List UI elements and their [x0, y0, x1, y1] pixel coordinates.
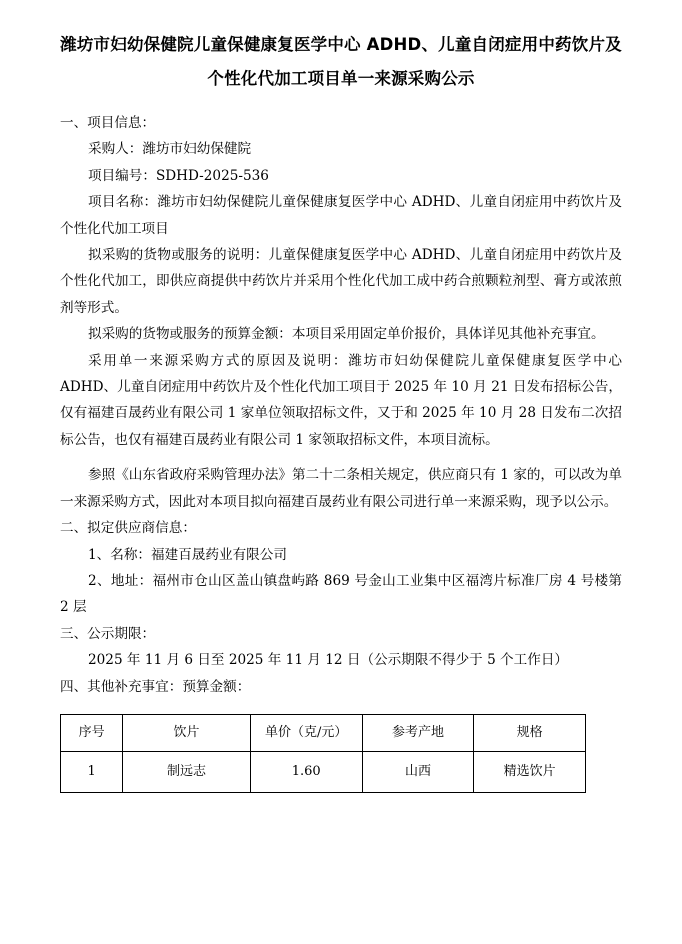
document-title [60, 0, 622, 96]
project-name: 项目名称：潍坊市妇幼保健院儿童保健康复医学中心 ADHD、儿童自闭症用中药饮片及个性化代加工项目 [60, 194, 622, 237]
table-cell: 山西 [362, 751, 474, 792]
purchaser: 采购人：潍坊市妇幼保健院 [88, 141, 252, 158]
table-cell: 1.60 [250, 751, 362, 792]
regulation-reference: 参照《山东省政府采购管理办法》第二十二条相关规定，供应商只有 1 家的，可以改为单一来源采购方式，因此对本项目拟向福建百晟药业有限公司进行单一来源采购，现予以公示。 [60, 467, 622, 510]
supplier-address: 2、地址：福州市仓山区盖山镇盘屿路 869 号金山工业集中区福湾片标准厂房 4 号楼第 2 层 [60, 572, 622, 616]
table-header-cell: 单价（克/元） [250, 714, 362, 751]
table-cell: 制远志 [123, 751, 250, 792]
table-header-row [61, 714, 586, 751]
single-source-reason: 采用单一来源采购方式的原因及说明：潍坊市妇幼保健院儿童保健康复医学中心 ADHD、儿童自闭症用中药饮片及个性化代加工项目于 2025 年 10 月 21 日发布招标公告，仅有福建百晟药业有限公司 1 家单位领取招标文件，又于和 2025 年 10 月 28 日发布二次招标公告，也仅有福建百晟药业有限公司 1 家领取招标文件，本项目流标。 [60, 352, 622, 448]
project-number: 项目编号：SDHD-2025-536 [88, 167, 269, 184]
table-header-cell: 序号 [61, 714, 123, 751]
supplier-name: 1、名称：福建百晟药业有限公司 [88, 546, 287, 563]
table-header-cell: 饮片 [123, 714, 250, 751]
notice-period: 2025 年 11 月 6 日至 2025 年 11 月 12 日（公示期限不得少于 5 个工作日） [88, 652, 569, 669]
section-2-heading: 二、拟定供应商信息： [60, 520, 196, 537]
document-body [60, 110, 622, 793]
goods-description: 拟采购的货物或服务的说明：儿童保健康复医学中心 ADHD、儿童自闭症用中药饮片及个性化代加工，即供应商提供中药饮片并采用个性化代加工成中药合煎颗粒剂型、膏方或浓煎剂等形式。 [60, 247, 622, 316]
section-1-heading: 一、项目信息： [60, 115, 156, 131]
table-header-cell: 参考产地 [362, 714, 474, 751]
table-cell: 精选饮片 [474, 751, 586, 792]
table-row [61, 751, 586, 792]
table-header-cell: 规格 [474, 714, 586, 751]
title-line-1: 潍坊市妇幼保健院儿童保健康复医学中心 ADHD、儿童自闭症用中药饮片及 [60, 35, 622, 54]
budget-amount: 拟采购的货物或服务的预算金额：本项目采用固定单价报价，具体详见其他补充事宜。 [88, 326, 605, 343]
table-cell: 1 [61, 751, 123, 792]
section-4-heading: 四、其他补充事宜：预算金额： [60, 678, 251, 695]
title-line-2: 个性化代加工项目单一来源采购公示 [207, 69, 475, 88]
section-3-heading: 三、公示期限： [60, 625, 156, 642]
price-table [60, 714, 586, 793]
